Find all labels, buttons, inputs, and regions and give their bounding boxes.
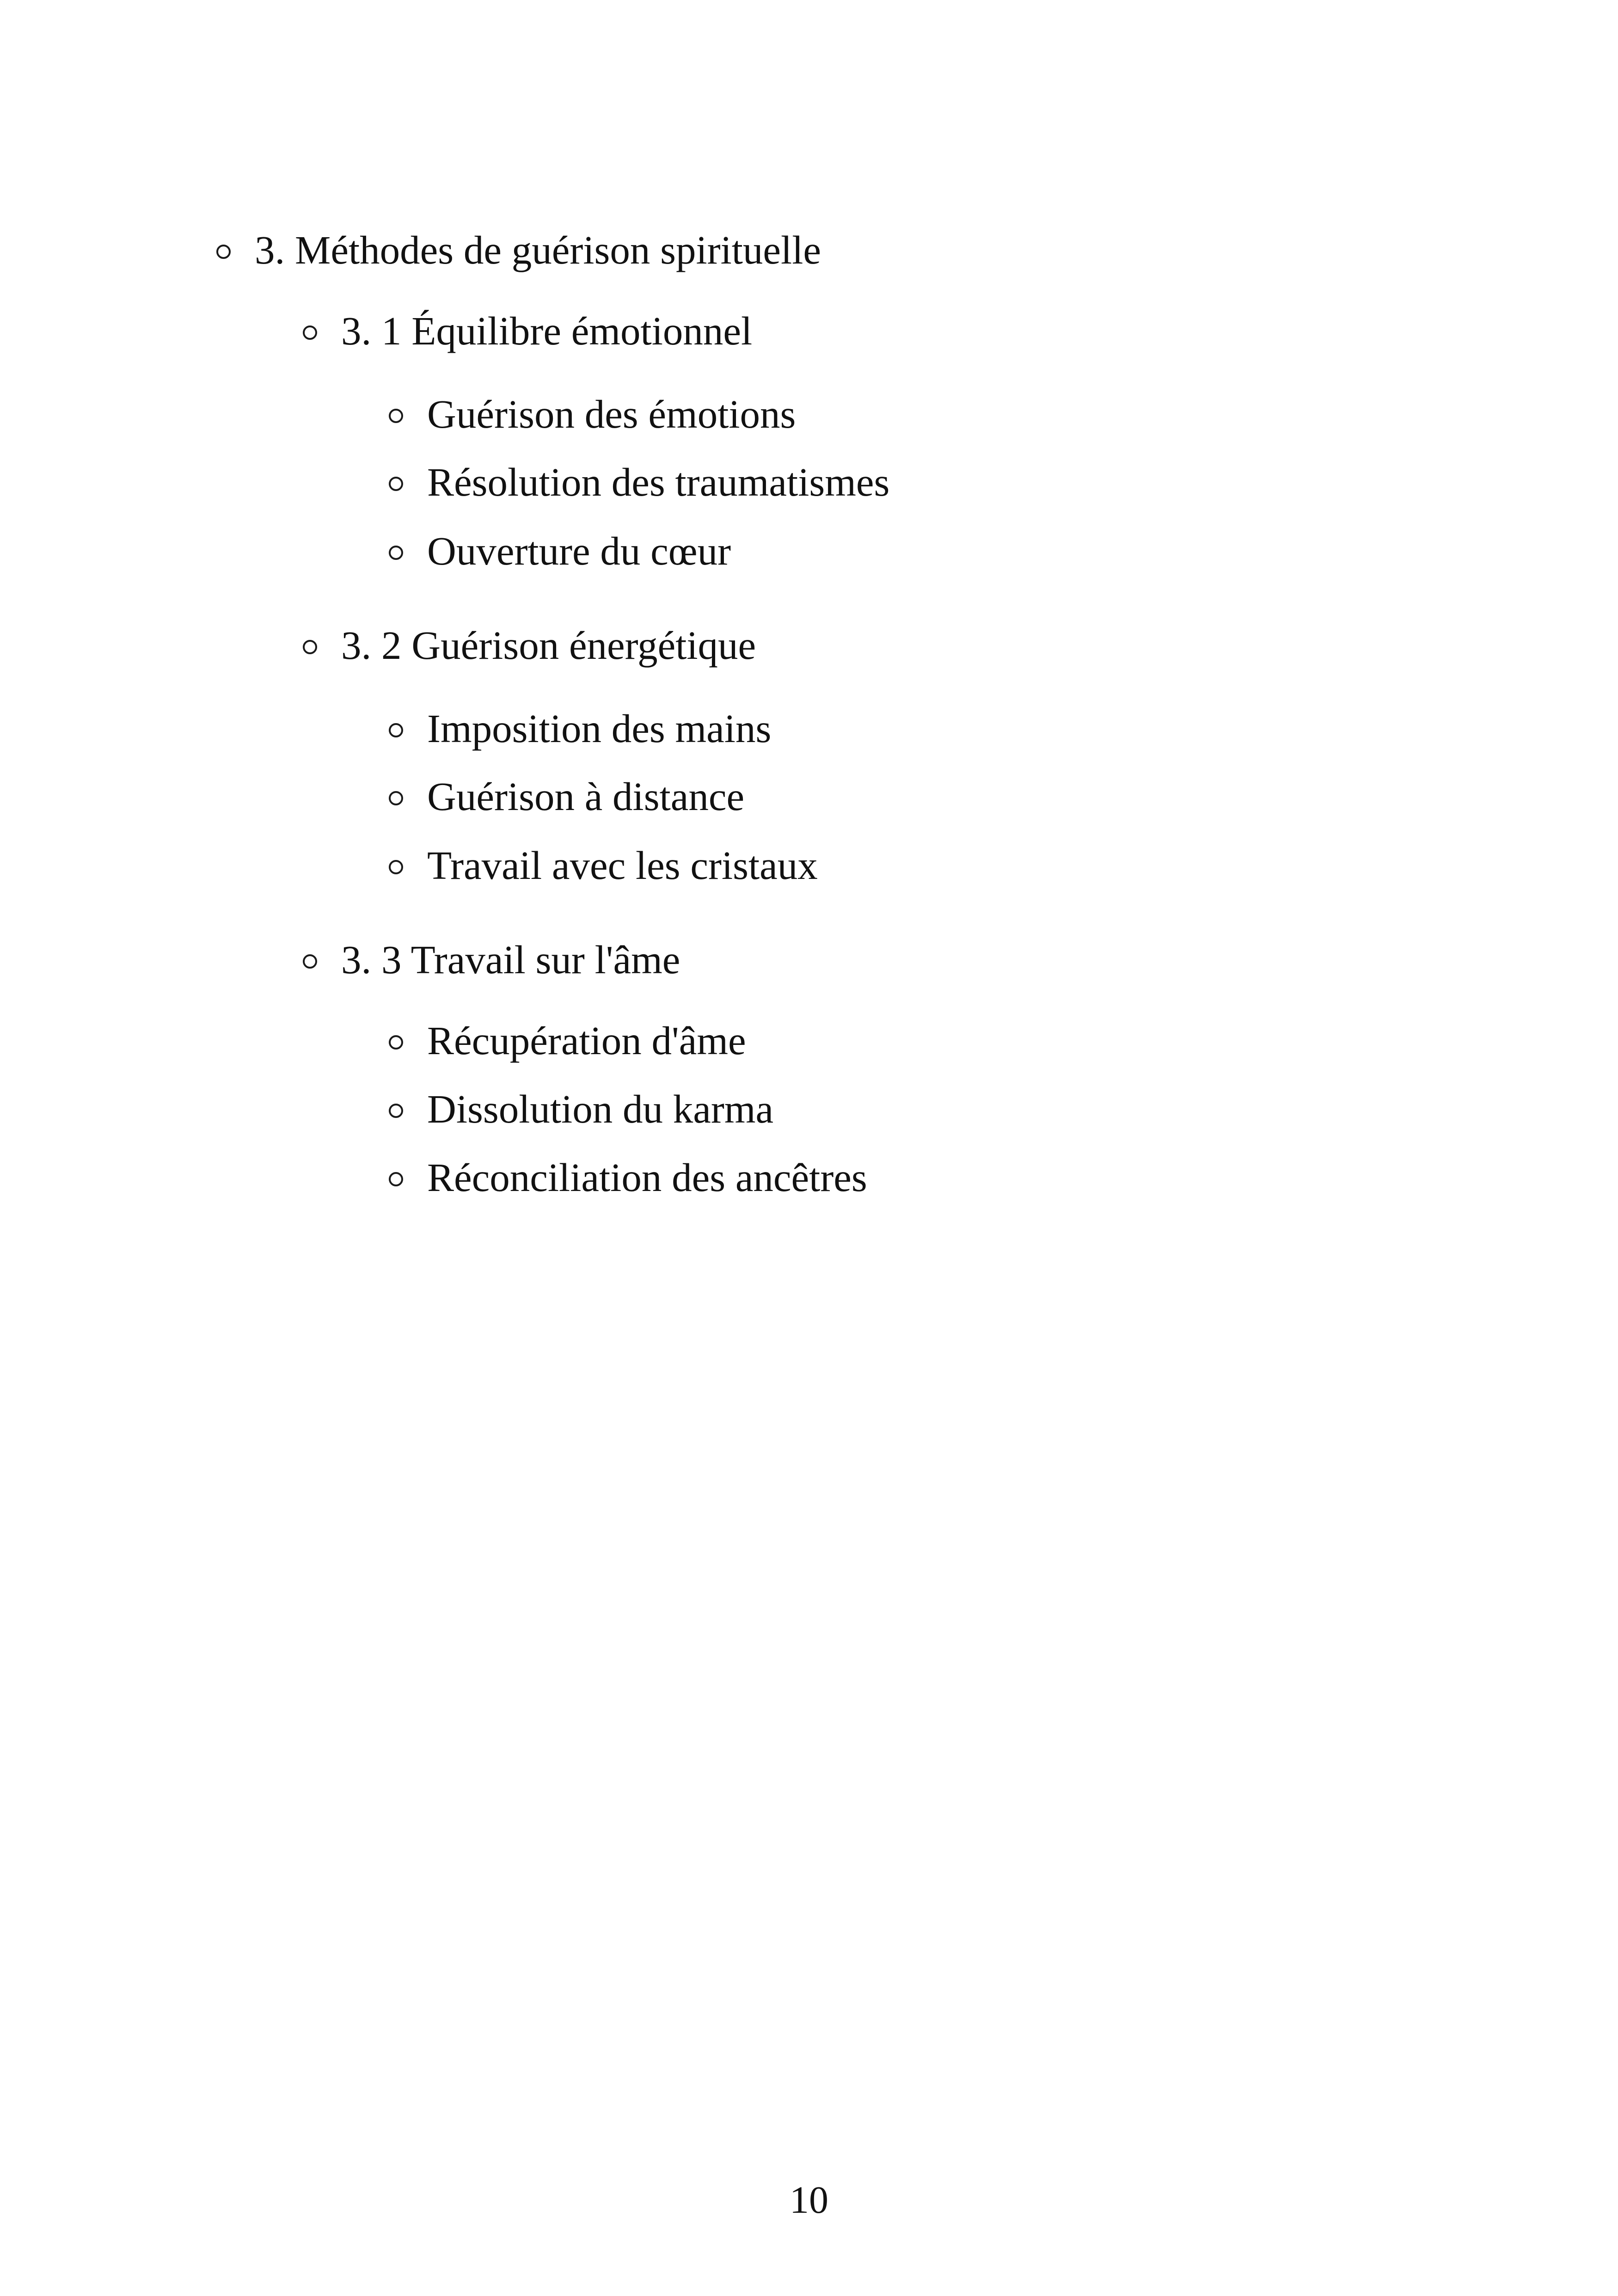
list-item-label: Résolution des traumatismes — [427, 460, 890, 504]
section-heading — [216, 227, 821, 273]
list-item — [389, 459, 889, 505]
subsection-title: 3. 2 Guérison énergétique — [341, 623, 756, 668]
list-item-label: Récupération d'âme — [427, 1018, 746, 1063]
hollow-bullet-icon — [303, 325, 317, 340]
hollow-bullet-icon — [389, 791, 403, 805]
list-item-label: Dissolution du karma — [427, 1087, 774, 1131]
page-number: 10 — [790, 2179, 828, 2222]
list-item — [389, 842, 818, 889]
hollow-bullet-icon — [389, 546, 403, 560]
list-item — [389, 705, 771, 752]
hollow-bullet-icon — [216, 245, 231, 259]
subsection-heading — [303, 307, 752, 354]
hollow-bullet-icon — [389, 723, 403, 737]
hollow-bullet-icon — [389, 860, 403, 874]
list-item — [389, 1154, 867, 1201]
hollow-bullet-icon — [389, 1035, 403, 1050]
subsection-heading — [303, 622, 756, 669]
list-item — [389, 1017, 746, 1064]
list-item — [389, 528, 731, 574]
hollow-bullet-icon — [389, 409, 403, 423]
subsection-heading — [303, 936, 680, 983]
section-title: 3. Méthodes de guérison spirituelle — [255, 227, 821, 272]
hollow-bullet-icon — [389, 1172, 403, 1186]
hollow-bullet-icon — [303, 640, 317, 654]
list-item-label: Imposition des mains — [427, 706, 772, 751]
list-item-label: Ouverture du cœur — [427, 528, 731, 573]
subsection-title: 3. 3 Travail sur l'âme — [341, 937, 680, 982]
list-item — [389, 1086, 773, 1132]
list-item-label: Réconciliation des ancêtres — [427, 1155, 867, 1200]
list-item — [389, 391, 796, 437]
hollow-bullet-icon — [389, 1104, 403, 1118]
list-item-label: Guérison à distance — [427, 774, 745, 819]
list-item — [389, 773, 744, 820]
list-item-label: Travail avec les cristaux — [427, 843, 818, 888]
subsection-title: 3. 1 Équilibre émotionnel — [341, 308, 753, 353]
list-item-label: Guérison des émotions — [427, 392, 796, 436]
hollow-bullet-icon — [303, 954, 317, 969]
hollow-bullet-icon — [389, 477, 403, 491]
